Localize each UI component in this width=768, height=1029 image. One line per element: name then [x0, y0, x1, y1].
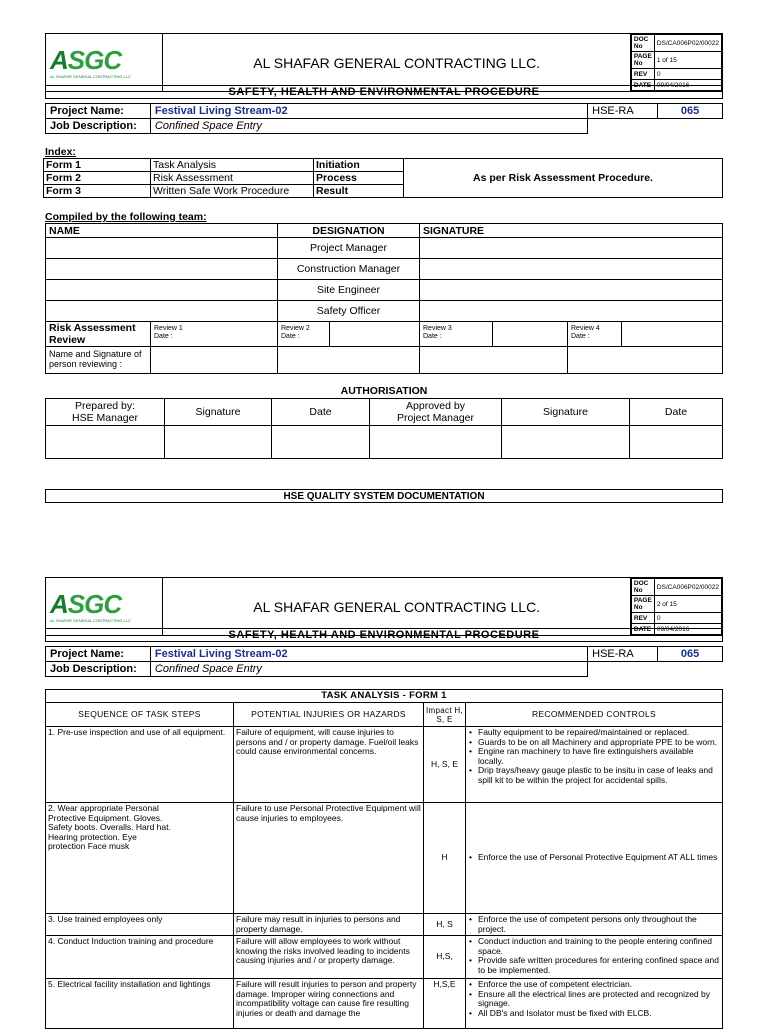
team-col-designation: DESIGNATION — [278, 224, 420, 238]
task-row-5 — [46, 979, 723, 1029]
company-logo — [46, 34, 163, 92]
hse-ra-number-2: 065 — [658, 647, 723, 662]
hse-ra-label: HSE-RA — [588, 104, 658, 119]
auth-approved-role: Project Manager — [396, 412, 475, 424]
review-4 — [568, 322, 622, 347]
auth-prepared-label: Prepared by: — [74, 400, 136, 412]
rev-label: REV — [631, 69, 654, 80]
page1-header — [45, 33, 723, 92]
designation-site-engineer: Site Engineer — [278, 280, 420, 301]
date-label: DATE — [631, 80, 654, 91]
review-4-title: Review 4 — [571, 325, 600, 332]
task-controls-1 — [466, 727, 723, 803]
task-step-4: 4. Conduct Induction training and procedure — [46, 936, 234, 979]
project-name-value: Festival Living Stream-02 — [150, 104, 587, 119]
index-stage-1: Initiation — [314, 159, 404, 172]
index-note: As per Risk Assessment Procedure. — [404, 159, 723, 198]
team-table — [45, 223, 723, 374]
footer-text: HSE QUALITY SYSTEM DOCUMENTATION — [46, 490, 723, 503]
logo-sgc-2: SGC — [67, 588, 122, 619]
control-item: • Guards to be on all Machinery and appropriate PPE to be worn. — [468, 738, 720, 748]
task-step-3: 3. Use trained employees only — [46, 914, 234, 936]
control-item: • Provide safe written procedures for entering confined space and to be implemented. — [468, 956, 720, 975]
task-impact-2: H — [424, 803, 466, 914]
task-impact-1: H, S, E — [424, 727, 466, 803]
index-desc-1: Task Analysis — [151, 159, 314, 172]
control-item: • All DB's and Isolator must be fixed with ELCB. — [468, 1009, 720, 1019]
page2-project-info — [45, 646, 723, 677]
auth-approved-label: Approved by — [406, 400, 465, 412]
team-col-name: NAME — [46, 224, 278, 238]
review-4-date: Date : — [571, 333, 590, 340]
page2-subtitle-row — [45, 628, 723, 642]
index-table — [43, 158, 723, 198]
job-description-value-2: Confined Space Entry — [150, 662, 587, 677]
index-form-3: Form 3 — [44, 185, 151, 198]
task-hazard-4: Failure will allow employees to work without knowing the risks involved leading to incidents causing injuries and / or property damage. — [234, 936, 424, 979]
control-item: • Drip trays/heavy gauge plastic to be insitu in case of leaks and spill kit to be within the project for accidental spills. — [468, 766, 720, 785]
doc-no-label: DOC No — [631, 35, 654, 52]
index-form-1: Form 1 — [44, 159, 151, 172]
task-controls-2 — [466, 803, 723, 914]
job-description-label: Job Description: — [46, 119, 151, 134]
task-hazard-5: Failure will result injuries to person and property damage. Improper wiring connections and incompatibility voltage can cause fire resulting injuries or death and damage the — [234, 979, 424, 1029]
task-step-5: 5. Electrical facility installation and lightings — [46, 979, 234, 1029]
team-title: Compiled by the following team: — [45, 211, 207, 223]
doc-no-value: DS/CA006P02/00022 — [654, 35, 721, 52]
team-col-signature: SIGNATURE — [420, 224, 723, 238]
index-stage-3: Result — [314, 185, 404, 198]
col-steps: SEQUENCE OF TASK STEPS — [46, 703, 234, 727]
procedure-subtitle: SAFETY, HEALTH AND ENVIRONMENTAL PROCEDURE — [46, 86, 723, 99]
index-form-2: Form 2 — [44, 172, 151, 185]
control-item: • Conduct induction and training to the people entering confined space. — [468, 937, 720, 956]
task-hazard-1: Failure of equipment, will cause injuries to persons and / or property damage. Fuel/oil leaks could cause environmental concerns. — [234, 727, 424, 803]
procedure-subtitle-2: SAFETY, HEALTH AND ENVIRONMENTAL PROCEDURE — [46, 629, 723, 642]
col-injuries: POTENTIAL INJURIES OR HAZARDS — [234, 703, 424, 727]
page-no-label-2: PAGE No — [631, 596, 654, 613]
logo-subtext: AL SHAFAR GENERAL CONTRACTING LLC — [50, 73, 131, 79]
index-desc-2: Risk Assessment — [151, 172, 314, 185]
task-row-2 — [46, 803, 723, 914]
logo-a: A — [50, 44, 68, 75]
task-controls-5 — [466, 979, 723, 1029]
auth-prepared-role: HSE Manager — [72, 412, 138, 424]
designation-project-manager: Project Manager — [278, 238, 420, 259]
company-name: AL SHAFAR GENERAL CONTRACTING LLC. — [163, 34, 630, 92]
page1-subtitle-row — [45, 85, 723, 99]
index-title: Index: — [45, 146, 76, 158]
task-analysis-table — [45, 689, 723, 1029]
control-item: • Enforce the use of competent electrician. — [468, 980, 720, 990]
col-controls: RECOMMENDED CONTROLS — [466, 703, 723, 727]
logo-sgc: SGC — [67, 44, 122, 75]
review-label: Risk Assessment Review — [46, 322, 151, 347]
task-hazard-3: Failure may result in injuries to persons and property damage. — [234, 914, 424, 936]
auth-date-1: Date — [272, 399, 370, 426]
logo-a-2: A — [50, 588, 68, 619]
doc-no-value-2: DS/CA006P02/00022 — [654, 579, 721, 596]
task-impact-3: H, S — [424, 914, 466, 936]
control-item: • Ensure all the electrical lines are protected and recognized by signage. — [468, 990, 720, 1009]
doc-meta — [630, 34, 722, 92]
auth-signature-2: Signature — [502, 399, 630, 426]
job-description-label-2: Job Description: — [46, 662, 151, 677]
task-row-3 — [46, 914, 723, 936]
rev-value-2: 0 — [654, 613, 721, 624]
authorisation-title: AUTHORISATION — [340, 385, 428, 397]
control-item: • Faulty equipment to be repaired/maintained or replaced. — [468, 728, 720, 738]
task-step-2: 2. Wear appropriate Personal Protective Equipment. Gloves. Safety boots. Overalls. Hard hat. Hearing protection. Eye protection Face musk — [46, 803, 234, 914]
auth-approved-by — [370, 399, 502, 426]
page-no-value: 1 of 15 — [654, 52, 721, 69]
project-name-label-2: Project Name: — [46, 647, 151, 662]
review-1-date: Date : — [154, 333, 173, 340]
page-no-label: PAGE No — [631, 52, 654, 69]
date-label-2: DATE — [631, 624, 654, 635]
doc-meta-2 — [630, 578, 722, 636]
doc-no-label-2: DOC No — [631, 579, 654, 596]
task-row-1 — [46, 727, 723, 803]
auth-date-2: Date — [630, 399, 723, 426]
rev-value: 0 — [654, 69, 721, 80]
task-row-4 — [46, 936, 723, 979]
auth-prepared-by — [46, 399, 165, 426]
designation-construction-manager: Construction Manager — [278, 259, 420, 280]
authorisation-table — [45, 398, 723, 459]
control-item: • Enforce the use of competent persons only throughout the project. — [468, 915, 720, 934]
project-name-value-2: Festival Living Stream-02 — [150, 647, 587, 662]
page-no-value-2: 2 of 15 — [654, 596, 721, 613]
hse-ra-number: 065 — [658, 104, 723, 119]
review-1 — [151, 322, 278, 347]
page1-project-info — [45, 103, 723, 134]
control-item: • Engine ran machinery to have fire extinguishers available locally. — [468, 747, 720, 766]
task-controls-3 — [466, 914, 723, 936]
review-3-date: Date : — [423, 333, 442, 340]
review-2-title: Review 2 — [281, 325, 310, 332]
review-2-date: Date : — [281, 333, 300, 340]
review-3-title: Review 3 — [423, 325, 452, 332]
company-logo-2 — [46, 578, 163, 636]
company-name-2: AL SHAFAR GENERAL CONTRACTING LLC. — [163, 578, 630, 636]
task-controls-4 — [466, 936, 723, 979]
project-name-label: Project Name: — [46, 104, 151, 119]
task-impact-5: H,S,E — [424, 979, 466, 1029]
logo-subtext-2: AL SHAFAR GENERAL CONTRACTING LLC — [50, 617, 131, 623]
footer-row — [45, 489, 723, 503]
rev-label-2: REV — [631, 613, 654, 624]
auth-signature-1: Signature — [165, 399, 272, 426]
task-hazard-2: Failure to use Personal Protective Equipment will cause injuries to employees. — [234, 803, 424, 914]
task-impact-4: H,S, — [424, 936, 466, 979]
index-stage-2: Process — [314, 172, 404, 185]
review-2 — [278, 322, 330, 347]
date-value: 09/04/2016 — [654, 80, 721, 91]
review-1-title: Review 1 — [154, 325, 183, 332]
control-item: • Enforce the use of Personal Protective Equipment AT ALL times — [468, 853, 720, 863]
task-analysis-title: TASK ANALYSIS - FORM 1 — [46, 690, 723, 703]
hse-ra-label-2: HSE-RA — [588, 647, 658, 662]
job-description-value: Confined Space Entry — [150, 119, 587, 134]
index-desc-3: Written Safe Work Procedure — [151, 185, 314, 198]
task-step-1: 1. Pre-use inspection and use of all equipment. — [46, 727, 234, 803]
col-impact: Impact H, S, E — [424, 703, 466, 727]
review-3 — [420, 322, 493, 347]
review-signature-label: Name and Signature of person reviewing : — [46, 347, 151, 374]
designation-safety-officer: Safety Officer — [278, 301, 420, 322]
date-value-2: 09/04/2016 — [654, 624, 721, 635]
